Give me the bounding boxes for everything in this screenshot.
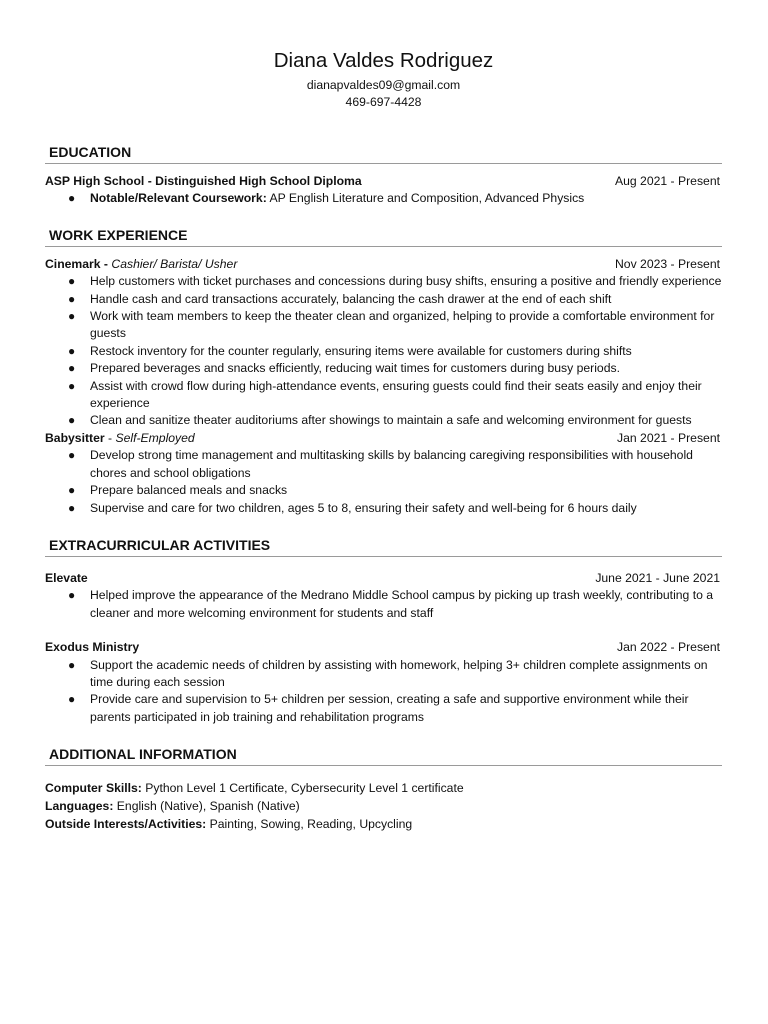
list-item [45,291,722,308]
bullet-icon: ● [68,361,76,376]
list-item [45,482,722,499]
job-date: Nov 2023 - Present [614,256,720,271]
list-item [45,587,722,622]
job-separator: - [104,430,116,445]
computer-skills-line [45,779,722,797]
bullet-text: Help customers with ticket purchases and concessions during busy shifts, ensuring a positive and friendly experience [90,274,722,289]
activity-bullets-exodus [45,657,722,727]
bullet-text: Prepare balanced meals and snacks [90,483,288,498]
bullet-text: Provide care and supervision to 5+ children per session, creating a safe and supportive environment while their parents participated in job training and rehabilitation programs [90,692,689,724]
job-role: Cashier/ Barista/ Usher [111,256,238,271]
education-bullets [45,190,722,207]
bullet-text: Support the academic needs of children by assisting with homework, helping 3+ children complete assignments on time during each session [90,657,708,689]
bullet-text: Helped improve the appearance of the Medrano Middle School campus by picking up trash weekly, contributing to a cleaner and more welcoming environment for students and staff [90,588,714,620]
extracurricular-section [45,536,722,726]
bullet-icon: ● [68,413,76,428]
bullet-icon: ● [68,448,76,463]
job-date: Jan 2021 - Present [617,430,720,445]
resume-header [45,48,722,111]
job-org: Babysitter [45,430,105,445]
languages-line [45,797,722,815]
bullet-text: Clean and sanitize theater auditoriums after showings to maintain a safe and welcoming environment for guests [90,413,692,428]
bullet-icon: ● [68,309,76,324]
list-item [45,343,722,360]
list-item [45,447,722,482]
list-item [45,360,722,377]
list-item [45,273,722,290]
activity-date: Jan 2022 - Present [617,640,720,655]
list-item [45,308,722,343]
coursework-label: Notable/Relevant Coursework: [90,191,267,206]
job-header-cinemark [45,256,722,273]
activity-bullets-elevate [45,587,722,622]
activity-org: Elevate [45,570,88,585]
school-name: ASP High School - Distinguished High School Diploma [45,174,362,188]
bullet-icon: ● [68,378,76,393]
education-section [45,143,722,208]
bullet-icon: ● [68,692,76,707]
activity-org: Exodus Ministry [45,640,140,655]
candidate-name: Diana Valdes Rodriguez [273,49,494,72]
list-item [45,190,722,207]
bullet-icon: ● [68,343,76,358]
additional-info-section [45,745,722,833]
education-entry-header [45,173,722,190]
work-experience-section [45,226,722,517]
section-title-additional: ADDITIONAL INFORMATION [45,745,722,766]
list-item [45,657,722,692]
section-title-work: WORK EXPERIENCE [45,226,722,247]
bullet-text: Assist with crowd flow during high-attendance events, ensuring guests could find their seats easily and enjoy their experience [90,378,702,411]
list-item [45,378,722,413]
phone-number: 469-697-4428 [345,95,422,109]
job-bullets-babysitter [45,447,722,517]
info-label: Computer Skills: [45,781,142,796]
interests-line [45,815,722,833]
bullet-icon: ● [68,500,76,515]
activity-header-elevate [45,570,722,587]
job-role: Self-Employed [115,430,195,445]
info-text: Python Level 1 Certificate, Cybersecurity Level 1 certificate [141,781,464,796]
bullet-text: Supervise and care for two children, ages 5 to 8, ensuring their safety and well-being for 6 hours daily [90,500,637,515]
bullet-icon: ● [68,657,76,672]
section-title-education: EDUCATION [45,143,722,164]
job-bullets-cinemark [45,273,722,430]
bullet-text: Restock inventory for the counter regularly, ensuring items were available for customers during shifts [90,343,632,358]
info-text: English (Native), Spanish (Native) [113,799,300,814]
bullet-text: Handle cash and card transactions accurately, balancing the cash drawer at the end of each shift [90,291,612,306]
info-text: Painting, Sowing, Reading, Upcycling [206,817,413,832]
bullet-text: Develop strong time management and multitasking skills by balancing caregiving responsibilities with household chores and school obligations [90,448,693,480]
info-label: Outside Interests/Activities: [45,817,207,832]
list-item [45,691,722,726]
list-item [45,412,722,429]
bullet-text: Work with team members to keep the theater clean and organized, helping to provide a comfortable environment for guests [90,309,715,341]
bullet-icon: ● [68,483,76,498]
activity-date: June 2021 - June 2021 [595,570,720,585]
list-item [45,500,722,517]
activity-header-exodus [45,639,722,656]
bullet-icon: ● [68,588,76,603]
bullet-icon: ● [68,291,76,306]
section-title-extracurricular: EXTRACURRICULAR ACTIVITIES [45,536,722,557]
info-label: Languages: [45,799,114,814]
bullet-icon: ● [68,274,76,289]
job-org: Cinemark - [45,256,112,271]
job-header-babysitter [45,430,722,447]
email-address: dianapvaldes09@gmail.com [306,78,461,92]
bullet-text: Prepared beverages and snacks efficiently, reducing wait times for customers during busy periods. [90,361,620,376]
education-date: Aug 2021 - Present [614,174,720,188]
bullet-icon: ● [68,191,76,206]
coursework-text: AP English Literature and Composition, Advanced Physics [266,191,585,206]
